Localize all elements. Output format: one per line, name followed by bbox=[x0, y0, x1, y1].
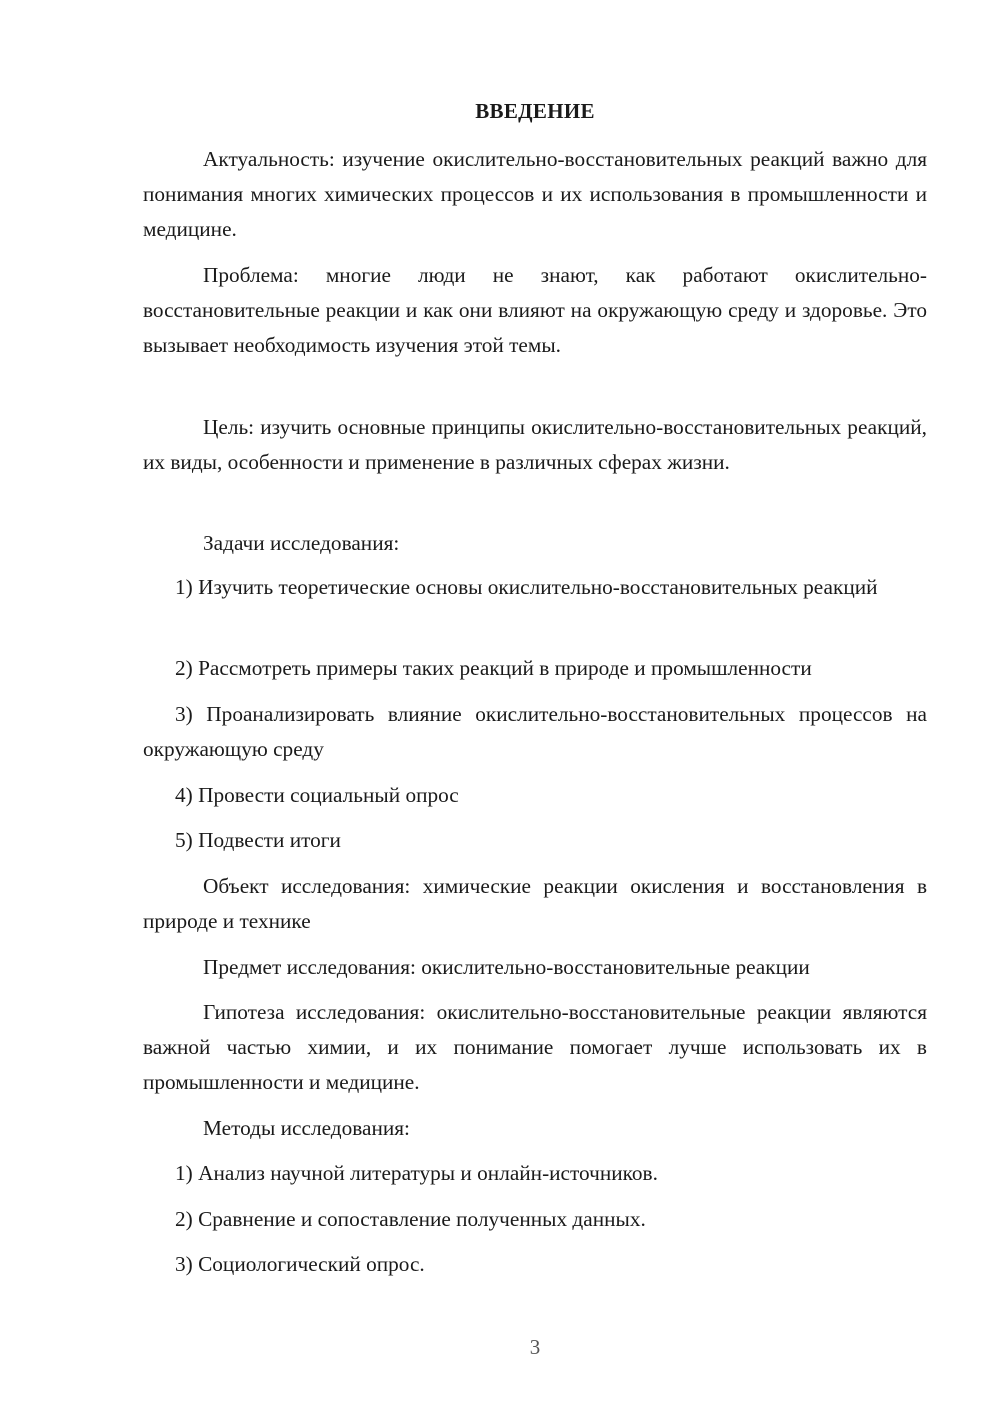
paragraph-goal: Цель: изучить основные принципы окислительно-восстановительных реакций, их виды, особенности и применение в различных сферах жизни. bbox=[143, 415, 927, 474]
list-item-task-1: 1) Изучить теоретические основы окислительно-восстановительных реакций bbox=[175, 575, 878, 599]
list-item-task-3: 3) Проанализировать влияние окислительно-восстановительных процессов на окружающую среду bbox=[143, 702, 927, 761]
list-item-task-4: 4) Провести социальный опрос bbox=[175, 783, 459, 807]
list-item-method-1: 1) Анализ научной литературы и онлайн-источников. bbox=[175, 1161, 658, 1185]
list-item-method-2: 2) Сравнение и сопоставление полученных данных. bbox=[175, 1207, 646, 1231]
paragraph-tasks-heading: Задачи исследования: bbox=[203, 531, 400, 555]
list-item-method-3: 3) Социологический опрос. bbox=[175, 1252, 425, 1276]
section-heading: ВВЕДЕНИЕ bbox=[475, 99, 595, 123]
list-item-task-2: 2) Рассмотреть примеры таких реакций в природе и промышленности bbox=[175, 656, 812, 680]
page-number: 3 bbox=[529, 1335, 541, 1359]
paragraph-hypothesis: Гипотеза исследования: окислительно-восстановительные реакции являются важной частью химии, и их понимание помогает лучше использовать их в промышленности и медицине. bbox=[143, 1000, 927, 1094]
paragraph-methods-heading: Методы исследования: bbox=[203, 1116, 410, 1140]
paragraph-subject: Предмет исследования: окислительно-восстановительные реакции bbox=[203, 955, 810, 979]
paragraph-relevance: Актуальность: изучение окислительно-восстановительных реакций важно для понимания многих химических процессов и их использования в промышленности и медицине. bbox=[143, 147, 927, 241]
paragraph-problem: Проблема: многие люди не знают, как работают окислительно-восстановительные реакции и как они влияют на окружающую среду и здоровье. Это вызывает необходимость изучения этой темы. bbox=[143, 263, 927, 357]
paragraph-object: Объект исследования: химические реакции окисления и восстановления в природе и технике bbox=[143, 874, 927, 933]
list-item-task-5: 5) Подвести итоги bbox=[175, 828, 341, 852]
